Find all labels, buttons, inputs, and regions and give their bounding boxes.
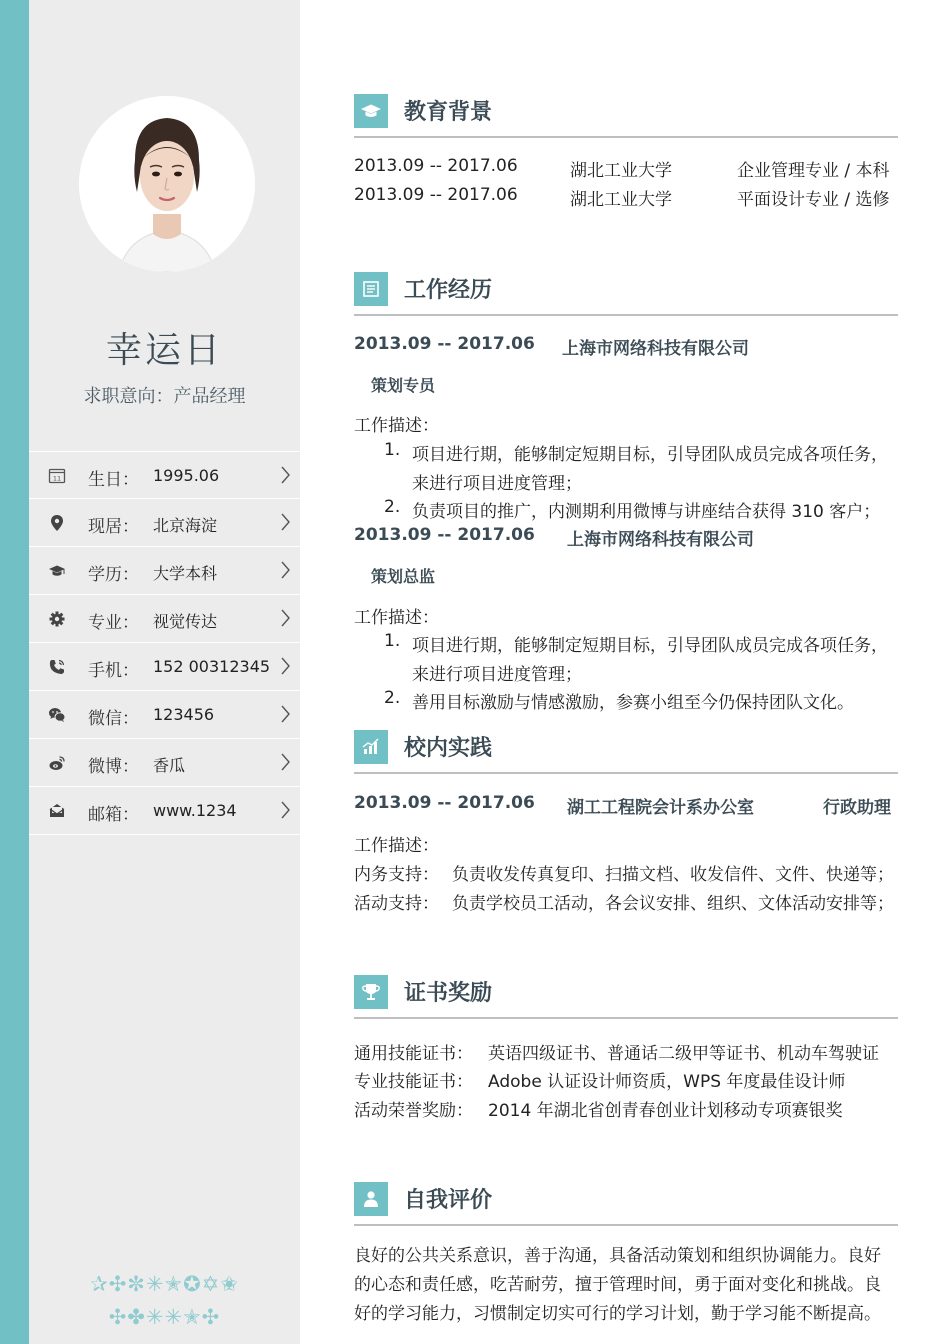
campus-item-text: 负责收发传真复印、扫描文档、收发信件、文件、快递等； [452,865,894,885]
campus-item-label: 活动支持： [354,894,439,914]
job-company: 上海市网络科技有限公司 [562,339,749,359]
mail-icon [47,801,67,821]
section-title: 校内实践 [404,736,493,761]
section-title: 证书奖励 [404,981,493,1006]
edu-period: 2013.09 -- 2017.06 [354,185,518,205]
weibo-icon [47,753,67,773]
chevron-right-icon [279,608,291,628]
info-label: 微信： [88,709,139,729]
campus-period: 2013.09 -- 2017.06 [354,793,535,813]
star-decoration: ✣✤✳✳✭✣ [108,1305,221,1329]
info-row-birthday[interactable] [29,451,300,499]
section-title: 自我评价 [404,1188,493,1213]
section-self-evaluation [354,1182,898,1226]
edu-major: 平面设计专业 / 选修 [737,190,890,210]
wechat-icon [47,705,67,725]
chevron-right-icon [279,800,291,820]
job-company: 上海市网络科技有限公司 [567,530,754,550]
info-row-wechat[interactable] [29,691,300,739]
edu-school: 湖北工业大学 [570,190,672,210]
info-row-email[interactable] [29,787,300,835]
graduation-cap-icon [354,94,388,128]
job-period: 2013.09 -- 2017.06 [354,525,535,545]
job-role: 策划总监 [371,567,436,586]
award-text: 英语四级证书、普通话二级甲等证书、机动车驾驶证 [488,1044,879,1064]
list-number: 2. [384,688,401,708]
info-label: 现居： [88,517,139,537]
section-title: 工作经历 [404,278,493,303]
info-label: 生日： [88,470,139,490]
chevron-right-icon [279,560,291,580]
bar-chart-icon [354,730,388,764]
job-period: 2013.09 -- 2017.06 [354,334,535,354]
chevron-right-icon [279,512,291,532]
info-row-education[interactable] [29,547,300,595]
job-objective [29,382,300,408]
person-icon [354,1182,388,1216]
chevron-right-icon [279,465,291,485]
list-number: 2. [384,497,401,517]
chevron-right-icon [279,656,291,676]
section-education [354,94,898,138]
job-desc-item-cont: 来进行项目进度管理； [412,474,582,494]
campus-position: 行政助理 [823,798,891,818]
section-awards [354,975,898,1019]
job-role: 策划专员 [371,376,436,395]
job-desc-item: 善用目标激励与情感激励，参赛小组至今仍保持团队文化。 [412,693,854,713]
info-label: 邮箱： [88,805,139,825]
info-value: www.1234 [153,801,237,820]
info-value: 大学本科 [153,564,218,583]
gear-icon [47,609,67,629]
self-eval-line: 的心态和责任感，吃苦耐劳，擅于管理时间，勇于面对变化和挑战。良 [354,1275,881,1295]
calendar-day: 11 [52,474,62,483]
award-label: 专业技能证书： [354,1072,473,1092]
star-decoration: ✰✣✼✳✭✪✡✬ [90,1272,239,1296]
award-label: 通用技能证书： [354,1044,473,1064]
info-label: 微博： [88,757,139,777]
info-row-phone[interactable] [29,643,300,691]
objective-value: 产品经理 [173,386,246,407]
location-pin-icon [47,513,67,533]
job-desc-label: 工作描述： [354,416,439,436]
calendar-icon [47,466,67,486]
info-value: 香瓜 [153,756,186,775]
section-campus [354,730,898,774]
info-label: 学历： [88,565,139,585]
job-desc-item-cont: 来进行项目进度管理； [412,665,582,685]
self-evaluation-text [354,1242,902,1329]
info-value: 152 00312345 [153,657,271,676]
profile-photo [79,96,255,272]
job-desc-label: 工作描述： [354,608,439,628]
list-number: 1. [384,440,401,460]
info-label: 手机： [88,661,139,681]
info-row-major[interactable] [29,595,300,643]
objective-label: 求职意向： [83,386,174,407]
notebook-icon [354,272,388,306]
section-title: 教育背景 [404,100,493,125]
edu-school: 湖北工业大学 [570,161,672,181]
accent-bar [0,0,29,1344]
campus-item-text: 负责学校员工活动，各会议安排、组织、文体活动安排等； [452,894,894,914]
campus-desc-label: 工作描述： [354,836,439,856]
list-number: 1. [384,631,401,651]
edu-period: 2013.09 -- 2017.06 [354,156,518,176]
chevron-right-icon [279,752,291,772]
job-desc-item: 负责项目的推广，内测期利用微博与讲座结合获得 310 客户； [412,502,881,522]
phone-icon [47,657,67,677]
job-desc-item: 项目进行期，能够制定短期目标，引导团队成员完成各项任务， [412,445,888,465]
self-eval-line: 好的学习能力，习惯制定切实可行的学习计划，勤于学习能不断提高。 [354,1304,881,1324]
graduation-cap-icon [47,561,67,581]
campus-org: 湖工工程院会计系办公室 [567,798,754,818]
info-value: 1995.06 [153,466,220,485]
info-value: 视觉传达 [153,612,218,631]
info-value: 123456 [153,705,215,724]
edu-major: 企业管理专业 / 本科 [737,161,890,181]
info-row-weibo[interactable] [29,739,300,787]
sidebar [29,0,300,1344]
award-text: Adobe 认证设计师资质，WPS 年度最佳设计师 [488,1072,846,1092]
award-text: 2014 年湖北省创青春创业计划移动专项赛银奖 [488,1101,843,1121]
chevron-right-icon [279,704,291,724]
info-value: 北京海淀 [153,516,218,535]
campus-item-label: 内务支持： [354,865,439,885]
job-desc-item: 项目进行期，能够制定短期目标，引导团队成员完成各项任务， [412,636,888,656]
self-eval-line: 良好的公共关系意识，善于沟通，具备活动策划和组织协调能力。良好 [354,1246,881,1266]
info-row-residence[interactable] [29,499,300,547]
personal-info-list [29,451,300,835]
trophy-icon [354,975,388,1009]
section-work [354,272,898,316]
candidate-name: 幸运日 [105,330,223,371]
award-label: 活动荣誉奖励： [354,1101,473,1121]
info-label: 专业： [88,613,139,633]
